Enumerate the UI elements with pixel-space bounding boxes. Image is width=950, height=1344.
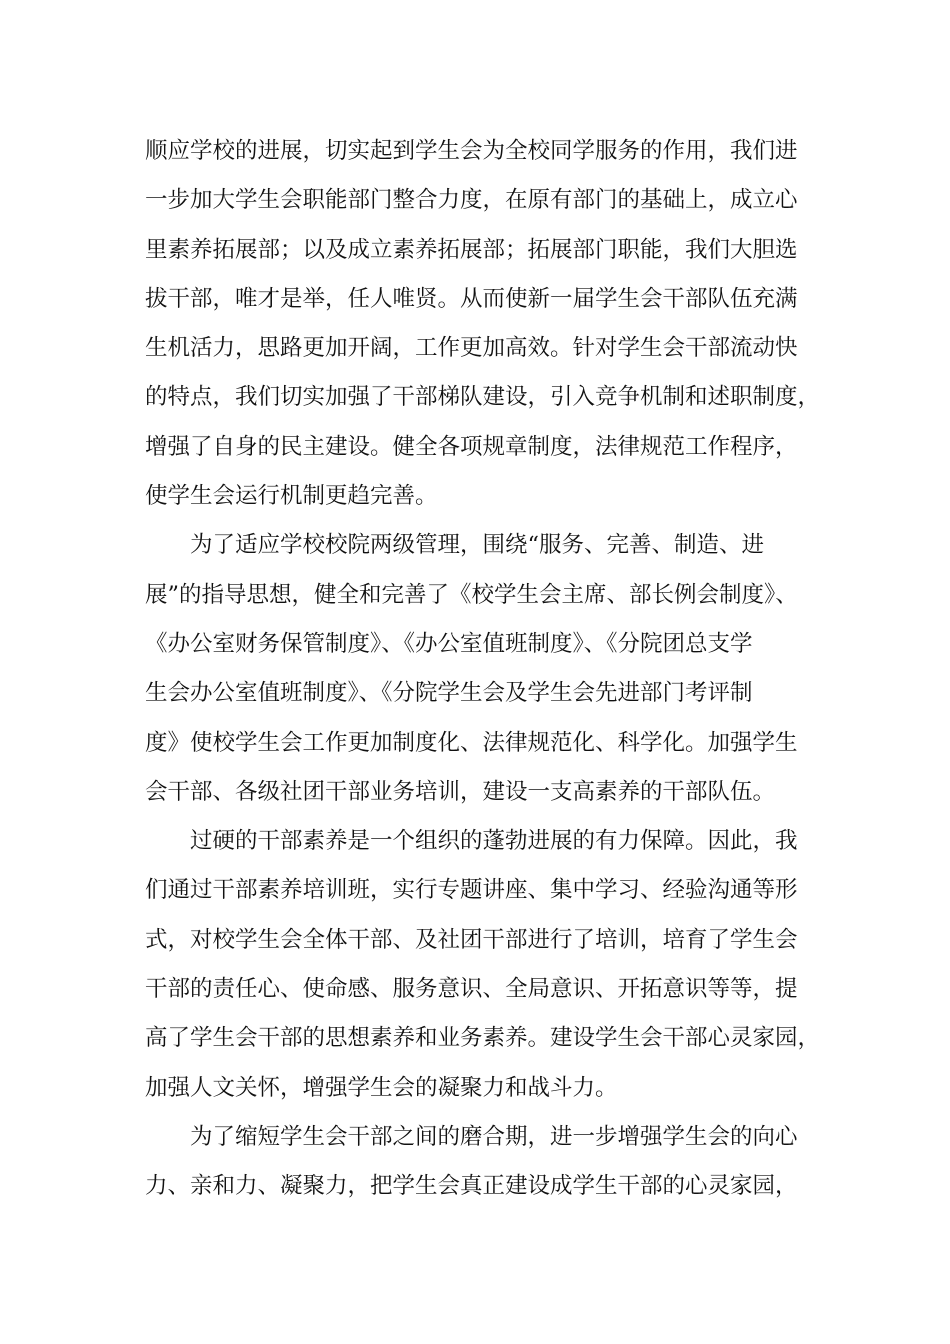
text-line: 展”的指导思想，健全和完善了《校学生会主席、部长例会制度》、 [145, 581, 798, 608]
text-line: 的特点，我们切实加强了干部梯队建设，引入竞争机制和述职制度， [145, 384, 821, 411]
text-line: 为了缩短学生会干部之间的磨合期，进一步增强学生会的向心 [190, 1123, 798, 1150]
text-line: 拔干部，唯才是举，任人唯贤。从而使新一届学生会干部队伍充满 [145, 285, 798, 312]
text-line: 高了学生会干部的思想素养和业务素养。建设学生会干部心灵家园， [145, 1025, 821, 1052]
text-line: 度》使校学生会工作更加制度化、法律规范化、科学化。加强学生 [145, 729, 798, 756]
text-line: 们通过干部素养培训班，实行专题讲座、集中学习、经验沟通等形 [145, 877, 798, 904]
text-line: 生机活力，思路更加开阔，工作更加高效。针对学生会干部流动快 [145, 335, 798, 362]
paragraph-4 [145, 1113, 825, 1212]
paragraph-3 [145, 817, 825, 1113]
text-line: 为了适应学校校院两级管理，围绕“服务、完善、制造、进 [190, 532, 765, 559]
paragraph-2 [145, 521, 825, 817]
text-line: 过硬的干部素养是一个组织的蓬勃进展的有力保障。因此，我 [190, 828, 798, 855]
text-line: 生会办公室值班制度》、《分院学生会及学生会先进部门考评制 [145, 680, 753, 707]
text-line: 力、亲和力、凝聚力，把学生会真正建设成学生干部的心灵家园， [145, 1173, 798, 1200]
text-line: 式，对校学生会全体干部、及社团干部进行了培训，培育了学生会 [145, 926, 798, 953]
text-line: 加强人文关怀，增强学生会的凝聚力和战斗力。 [145, 1074, 618, 1101]
text-line: 使学生会运行机制更趋完善。 [145, 483, 438, 510]
text-line: 会干部、各级社团干部业务培训，建设一支高素养的干部队伍。 [145, 778, 776, 805]
text-line: 顺应学校的进展，切实起到学生会为全校同学服务的作用，我们进 [145, 138, 798, 164]
text-line: 一步加大学生会职能部门整合力度，在原有部门的基础上，成立心 [145, 187, 798, 214]
body-text [145, 127, 825, 1212]
paragraph-1 [145, 127, 825, 521]
text-line: 增强了自身的民主建设。健全各项规章制度，法律规范工作程序， [145, 433, 798, 460]
text-line: 干部的责任心、使命感、服务意识、全局意识、开拓意识等等，提 [145, 976, 798, 1003]
text-line: 《办公室财务保管制度》、《办公室值班制度》、《分院团总支学 [145, 630, 753, 657]
text-line: 里素养拓展部；以及成立素养拓展部；拓展部门职能，我们大胆选 [145, 236, 798, 263]
